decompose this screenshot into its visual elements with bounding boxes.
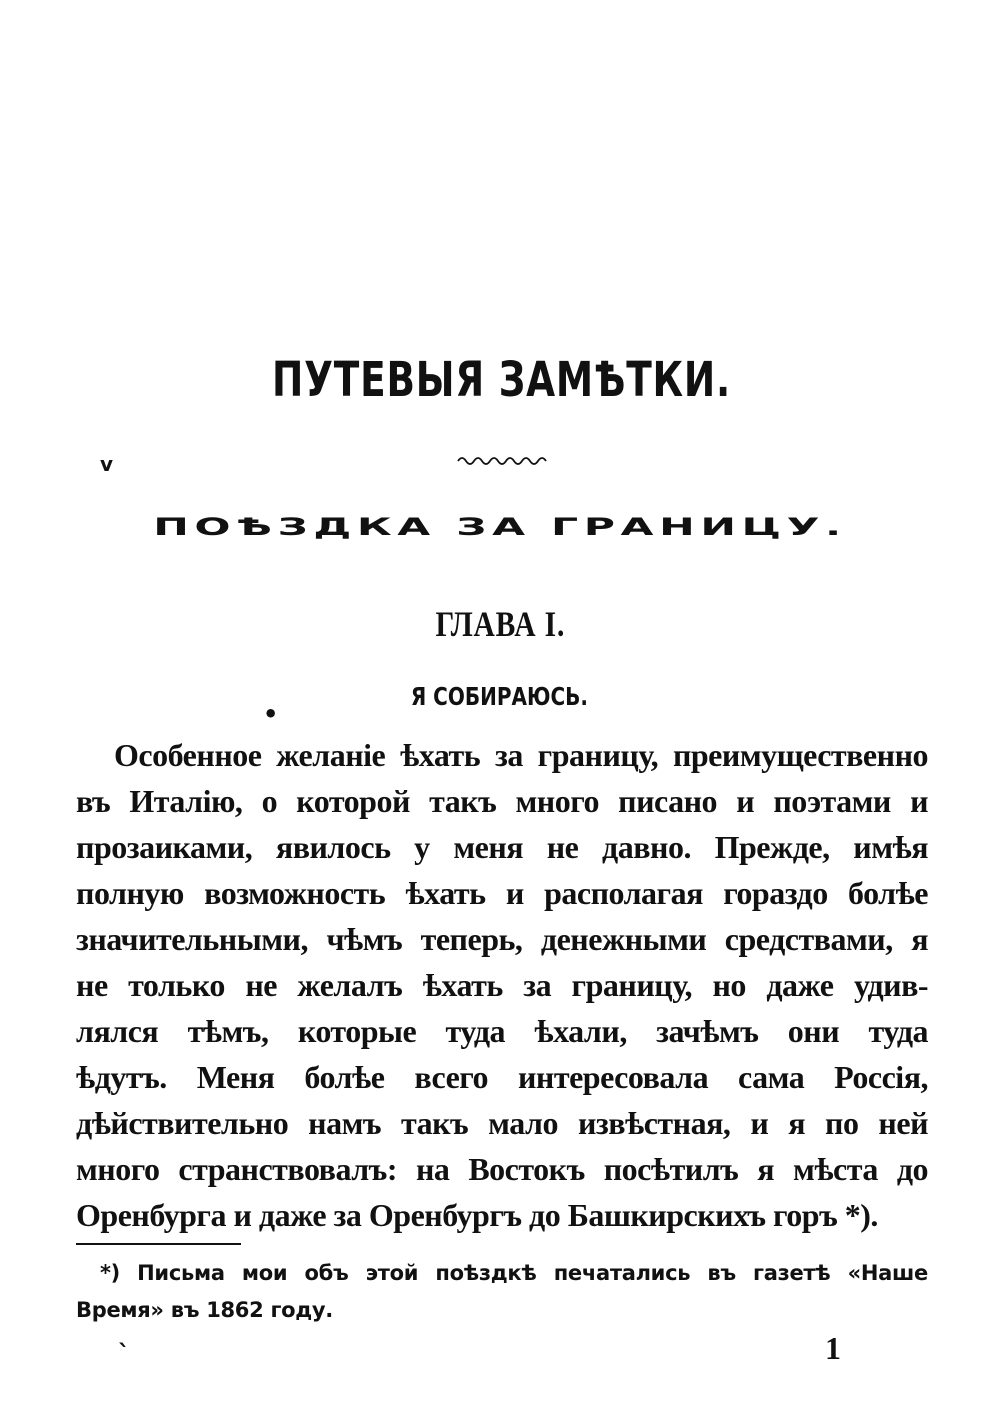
text-line: Особенное желаніе ѣхать за границу, преимущественно bbox=[114, 737, 928, 773]
text-line: Оренбурга и даже за Оренбургъ до Башкирскихъ горъ *). bbox=[76, 1197, 878, 1233]
chapter-label: ГЛАВА I. bbox=[435, 604, 566, 644]
page-title: ПУТЕВЫЯ ЗАМѢТКИ. bbox=[272, 352, 732, 408]
footnote-divider bbox=[76, 1243, 241, 1245]
stray-ink-dot: • bbox=[263, 700, 279, 728]
text-line: значительными, чѣмъ теперь, денежными средствами, я bbox=[76, 921, 928, 957]
text-line: не только не желалъ ѣхать за границу, но даже удив- bbox=[76, 967, 928, 1003]
footnote-line: Время» въ 1862 году. bbox=[76, 1298, 333, 1322]
text-line: много странствовалъ: на Востокъ посѣтилъ я мѣста до bbox=[76, 1151, 928, 1187]
page-number: 1 bbox=[825, 1330, 841, 1366]
text-line: лялся тѣмъ, которые туда ѣхали, зачѣмъ они туда bbox=[76, 1013, 928, 1049]
text-line: дѣйствительно намъ такъ мало извѣстная, и я по ней bbox=[76, 1105, 928, 1141]
wavy-ornament-divider bbox=[456, 452, 548, 466]
text-line: прозаиками, явилось у меня не давно. Прежде, имѣя bbox=[76, 829, 928, 865]
text-line: полную возможность ѣхать и располагая гораздо болѣе bbox=[76, 875, 928, 911]
text-line: ѣдутъ. Меня болѣе всего интересовала сама Россія, bbox=[76, 1059, 928, 1095]
chapter-title: Я СОБИРАЮСЬ. bbox=[410, 682, 588, 711]
footnote-line: *) Письма мои объ этой поѣздкѣ печатались въ газетѣ «Наше bbox=[100, 1261, 928, 1285]
work-subtitle: ПОѢЗДКА ЗА ГРАНИЦУ. bbox=[153, 513, 847, 541]
stray-ink-mark: ˋ bbox=[118, 1340, 130, 1368]
stray-ink-mark: v bbox=[100, 452, 114, 476]
text-line: въ Италію, о которой такъ много писано и поэтами и bbox=[76, 783, 928, 819]
